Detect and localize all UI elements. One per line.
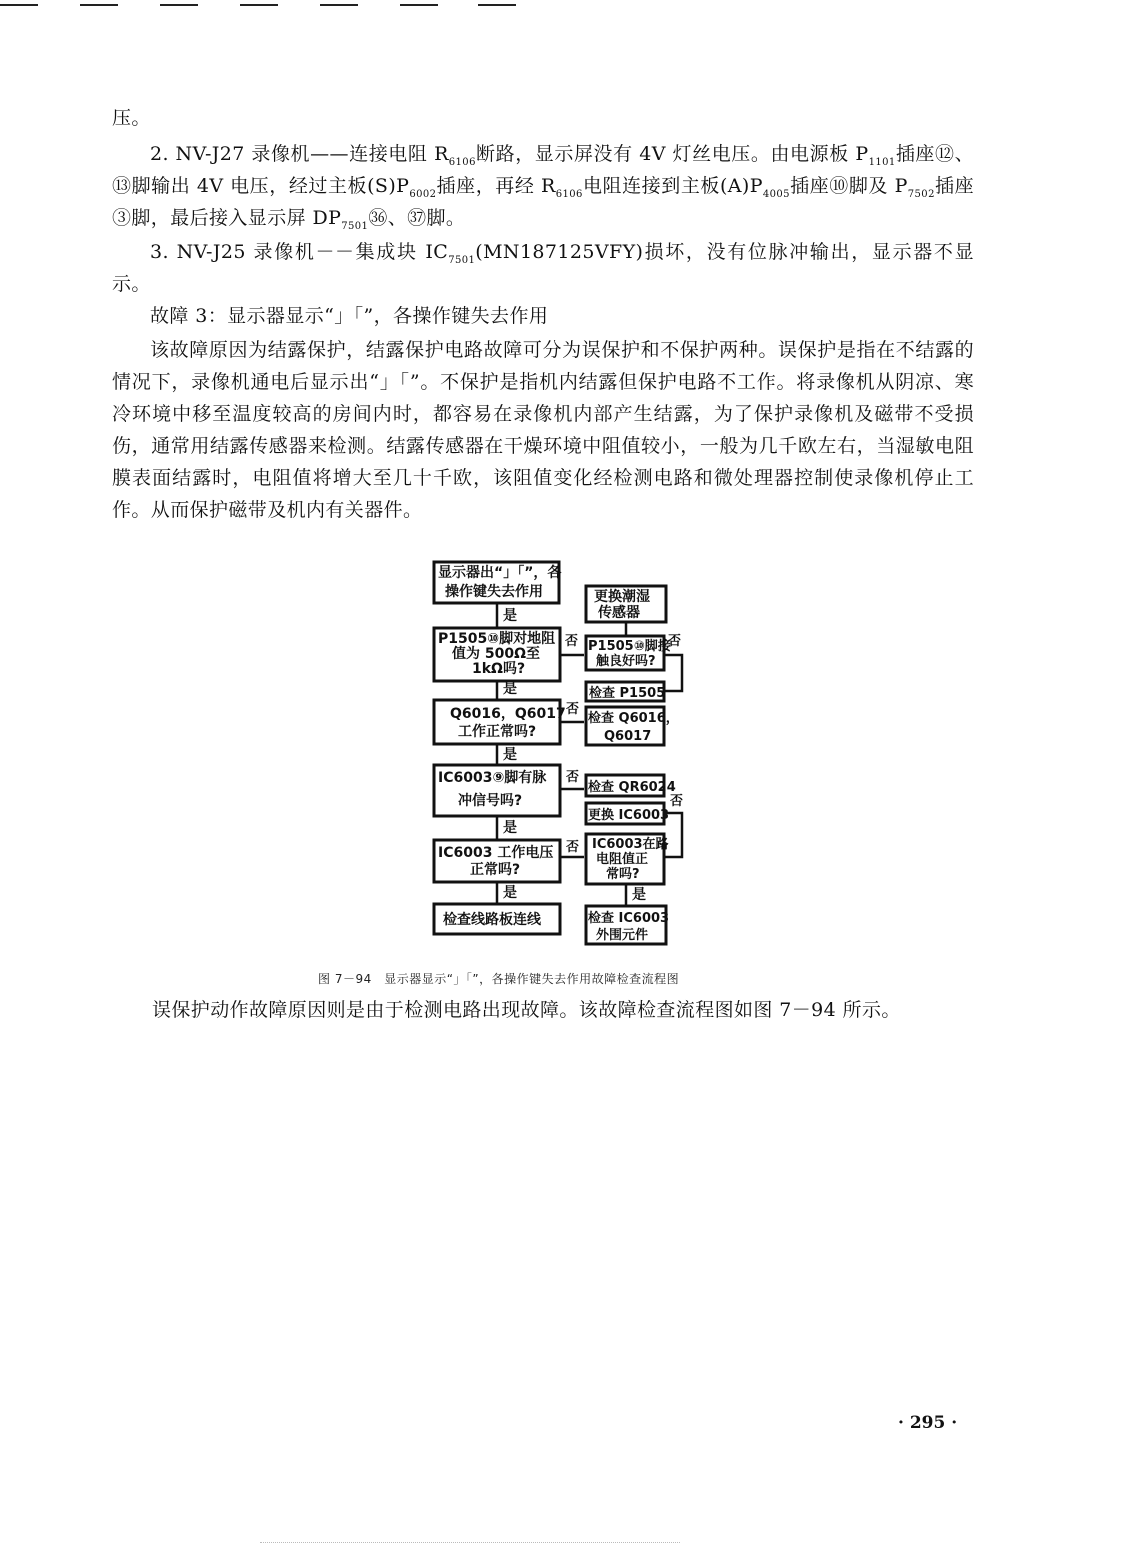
r6-line1: 更换 IC6003 bbox=[588, 808, 670, 823]
p2-seg: 插座⑫、⑬脚输出 4V 电压，经过主板(S)P bbox=[112, 143, 974, 197]
final-paragraph bbox=[152, 994, 982, 1026]
yes-label: 是 bbox=[503, 747, 517, 763]
b5-line1: IC6003 工作电压 bbox=[438, 845, 554, 861]
r3-line1: 检查 P1505 bbox=[589, 686, 666, 701]
b2-line1: P1505⑩脚对地阻 bbox=[438, 631, 556, 647]
r8-line2: 外围元件 bbox=[596, 928, 649, 943]
r5-line1: 检查 QR6024 bbox=[588, 780, 676, 795]
yes-label: 是 bbox=[503, 681, 517, 697]
p2-seg: 断路，显示屏没有 4V 灯丝电压。由电源板 P bbox=[475, 143, 869, 165]
no-label: 否 bbox=[566, 840, 580, 855]
b4-line1: IC6003⑨脚有脉 bbox=[438, 770, 547, 786]
b1-line1: 显示器出“」「”，各 bbox=[438, 565, 562, 581]
p2-sub: 6106 bbox=[448, 156, 476, 168]
b1-line2: 操作键失去作用 bbox=[445, 584, 543, 600]
yes-label: 是 bbox=[632, 887, 646, 903]
p2-sub: 7502 bbox=[907, 188, 935, 200]
yes-label: 是 bbox=[503, 885, 517, 901]
p2-sub: 1101 bbox=[868, 156, 896, 168]
no-label: 否 bbox=[566, 702, 580, 717]
b4-line2: 冲信号吗? bbox=[458, 793, 523, 809]
b3-line2: 工作正常吗? bbox=[458, 724, 537, 740]
scan-artifact bbox=[260, 1542, 680, 1549]
p2-seg: 2. NV-J27 录像机——连接电阻 R bbox=[150, 143, 449, 165]
yes-label: 是 bbox=[503, 608, 517, 624]
p2-seg: 插座⑩脚及 P bbox=[789, 175, 908, 197]
p3-seg: 3. NV-J25 录像机－－集成块 IC bbox=[150, 241, 449, 263]
yes-label: 是 bbox=[503, 820, 517, 836]
r4-line1: 检查 Q6016， bbox=[588, 711, 679, 726]
r7-line3: 常吗? bbox=[606, 867, 640, 882]
r2-line1: P1505⑩脚接 bbox=[588, 639, 671, 654]
p2-sub: 4005 bbox=[762, 188, 790, 200]
r8-line1: 检查 IC6003 bbox=[588, 911, 670, 926]
p3-seg: (MN187125VFY)损坏，没有位脉冲输出，显示器不显示。 bbox=[112, 241, 975, 295]
no-label: 否 bbox=[670, 794, 684, 809]
no-label: 否 bbox=[566, 770, 580, 785]
r4-line2: Q6017 bbox=[604, 729, 652, 744]
p2-sub: 6002 bbox=[409, 188, 437, 200]
r7-line1: IC6003在路 bbox=[592, 837, 669, 852]
p2-seg: 插座③脚，最后接入显示屏 DP bbox=[112, 175, 974, 229]
r7-line2: 电阻值正 bbox=[596, 852, 649, 867]
p2-seg: ㊱、㊲脚。 bbox=[368, 207, 466, 229]
r2-line2: 触良好吗? bbox=[596, 654, 656, 669]
p3-sub: 7501 bbox=[448, 254, 476, 266]
r1-line2: 传感器 bbox=[598, 605, 640, 621]
b2-line2: 值为 500Ω至 bbox=[452, 646, 540, 662]
dew-text: 该故障原因为结露保护，结露保护电路故障可分为误保护和不保护两种。误保护是指在不结露的情况下，录像机通电后显示出“」「”。不保护是指机内结露但保护电路不工作。将录像机从阴凉、寒冷环境中移至温度较高的房间内时，都容易在录像机内部产生结露，为了保护录像机及磁带不受损伤，通常用结露传感器来检测。结露传感器在干燥环境中阻值较小，一般为几千欧左右，当湿敏电阻膜表面结露时，电阻值将增大至几十千欧，该阻值变化经检测电路和微处理器控制使录像机停止工作。从而保护磁带及机内有关器件。 bbox=[112, 339, 974, 521]
no-label: 否 bbox=[565, 634, 579, 649]
p2-seg: 电阻连接到主板(A)P bbox=[582, 175, 763, 197]
r1-line1: 更换潮湿 bbox=[594, 589, 650, 605]
connector bbox=[664, 655, 682, 691]
figure-caption: 图 7－94 显示器显示“」「”，各操作键失去作用故障检查流程图 bbox=[318, 972, 680, 986]
page-number: · 295 · bbox=[898, 1413, 958, 1433]
p2-sub: 7501 bbox=[341, 220, 369, 232]
b5-line2: 正常吗? bbox=[470, 862, 521, 878]
b6-line1: 检查线路板连线 bbox=[443, 912, 541, 928]
b3-line1: Q6016，Q6017 bbox=[450, 706, 566, 722]
p2-seg: 插座，再经 R bbox=[436, 175, 556, 197]
heading-text: 故障 3：显示器显示“」「”，各操作键失去作用 bbox=[150, 305, 549, 327]
p2-sub: 6106 bbox=[555, 188, 583, 200]
continued-text: 压。 bbox=[112, 107, 151, 129]
final-text: 误保护动作故障原因则是由于检测电路出现故障。该故障检查流程图如图 7－94 所示。 bbox=[152, 999, 901, 1021]
no-label: 否 bbox=[668, 634, 682, 649]
b2-line3: 1kΩ吗? bbox=[472, 661, 526, 677]
